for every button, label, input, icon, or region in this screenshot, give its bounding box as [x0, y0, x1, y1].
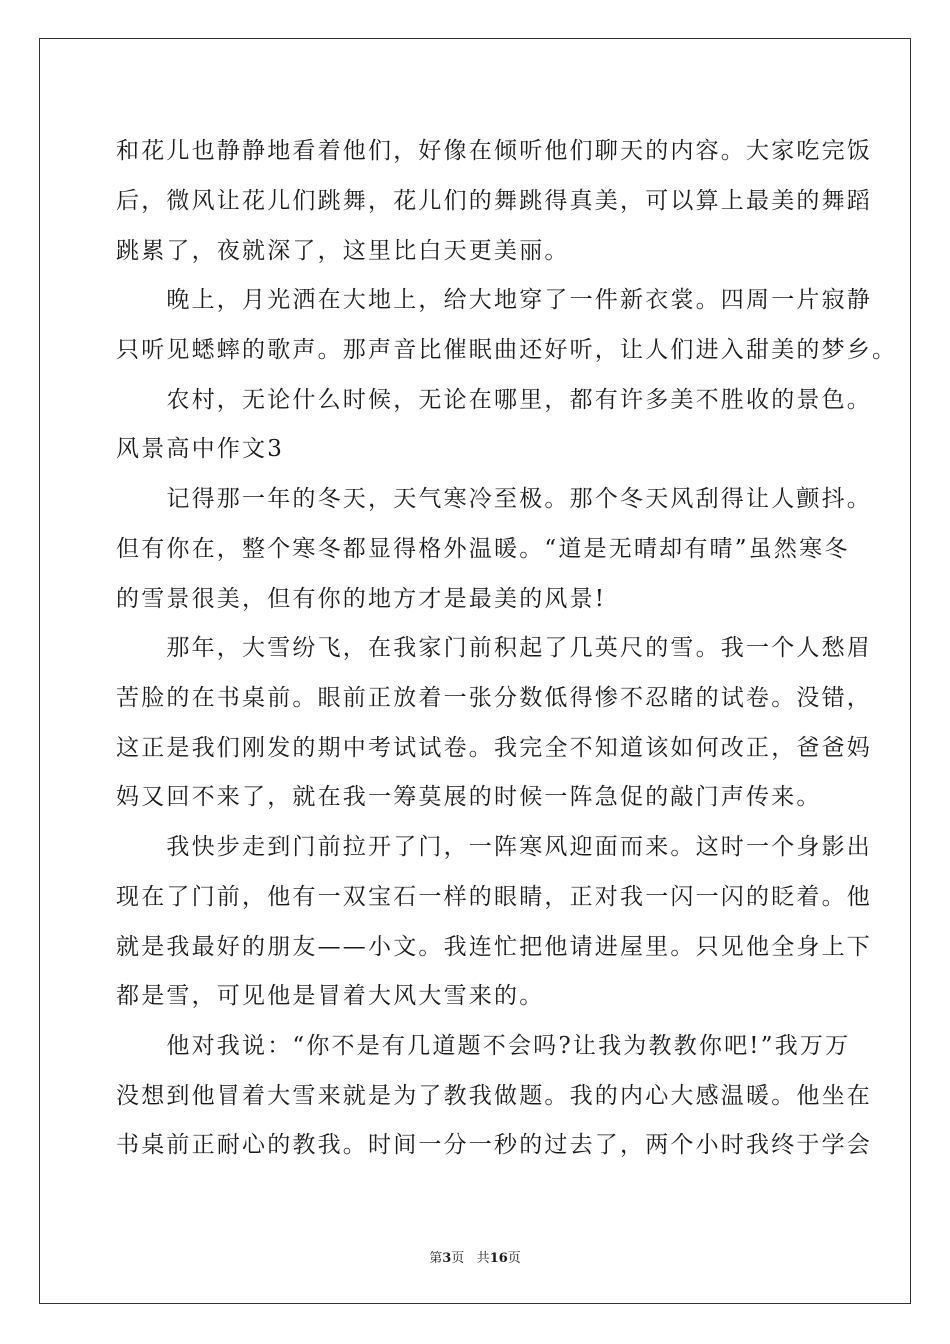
footer-page-suffix: 页	[451, 1251, 465, 1266]
text-line: 现在了门前，他有一双宝石一样的眼睛，正对我一闪一闪的眨着。他	[116, 884, 872, 910]
text-line: 妈又回不来了，就在我一筹莫展的时候一阵急促的敲门声传来。	[116, 784, 822, 810]
footer-total-suffix: 页	[507, 1251, 521, 1266]
text-line: 这正是我们刚发的期中考试试卷。我完全不知道该如何改正，爸爸妈	[116, 735, 872, 761]
page-footer	[0, 1247, 950, 1266]
text-line: 农村，无论什么时候，无论在哪里，都有许多美不胜收的景色。	[116, 387, 872, 413]
text-line: 后，微风让花儿们跳舞，花儿们的舞跳得真美，可以算上最美的舞蹈	[116, 188, 872, 214]
text-line: 他对我说：“你不是有几道题不会吗?让我为教教你吧!”我万万	[116, 1033, 851, 1059]
text-line: 都是雪，可见他是冒着大风大雪来的。	[116, 983, 545, 1009]
footer-page-number: 3	[442, 1251, 452, 1266]
footer-total-pages: 16	[489, 1251, 508, 1266]
text-line: 我快步走到门前拉开了门，一阵寒风迎面而来。这时一个身影出	[116, 834, 872, 860]
text-line: 没想到他冒着大雪来就是为了教我做题。我的内心大感温暖。他坐在	[116, 1083, 872, 1109]
text-line: 就是我最好的朋友——小文。我连忙把他请进屋里。只见他全身上下	[116, 934, 872, 960]
footer-prefix: 第	[429, 1251, 443, 1266]
text-line: 但有你在，整个寒冬都显得格外温暖。“道是无晴却有晴”虽然寒冬	[116, 536, 850, 562]
text-line: 记得那一年的冬天，天气寒冷至极。那个冬天风刮得让人颤抖。	[116, 486, 872, 512]
text-line: 跳累了，夜就深了，这里比白天更美丽。	[116, 238, 570, 264]
text-line: 只听见蟋蟀的歌声。那声音比催眠曲还好听，让人们进入甜美的梦乡。	[116, 337, 898, 363]
text-line: 苦脸的在书桌前。眼前正放着一张分数低得惨不忍睹的试卷。没错，	[116, 685, 872, 711]
text-line: 的雪景很美，但有你的地方才是最美的风景!	[116, 586, 607, 612]
text-line: 晚上，月光洒在大地上，给大地穿了一件新衣裳。四周一片寂静	[116, 287, 872, 313]
text-line: 那年，大雪纷飞，在我家门前积起了几英尺的雪。我一个人愁眉	[116, 635, 872, 661]
text-line: 和花儿也静静地看着他们，好像在倾听他们聊天的内容。大家吃完饭	[116, 138, 872, 164]
text-line: 书桌前正耐心的教我。时间一分一秒的过去了，两个小时我终于学会	[116, 1132, 872, 1158]
section-heading: 风景高中作文3	[116, 436, 285, 462]
footer-total-prefix: 共	[476, 1251, 490, 1266]
